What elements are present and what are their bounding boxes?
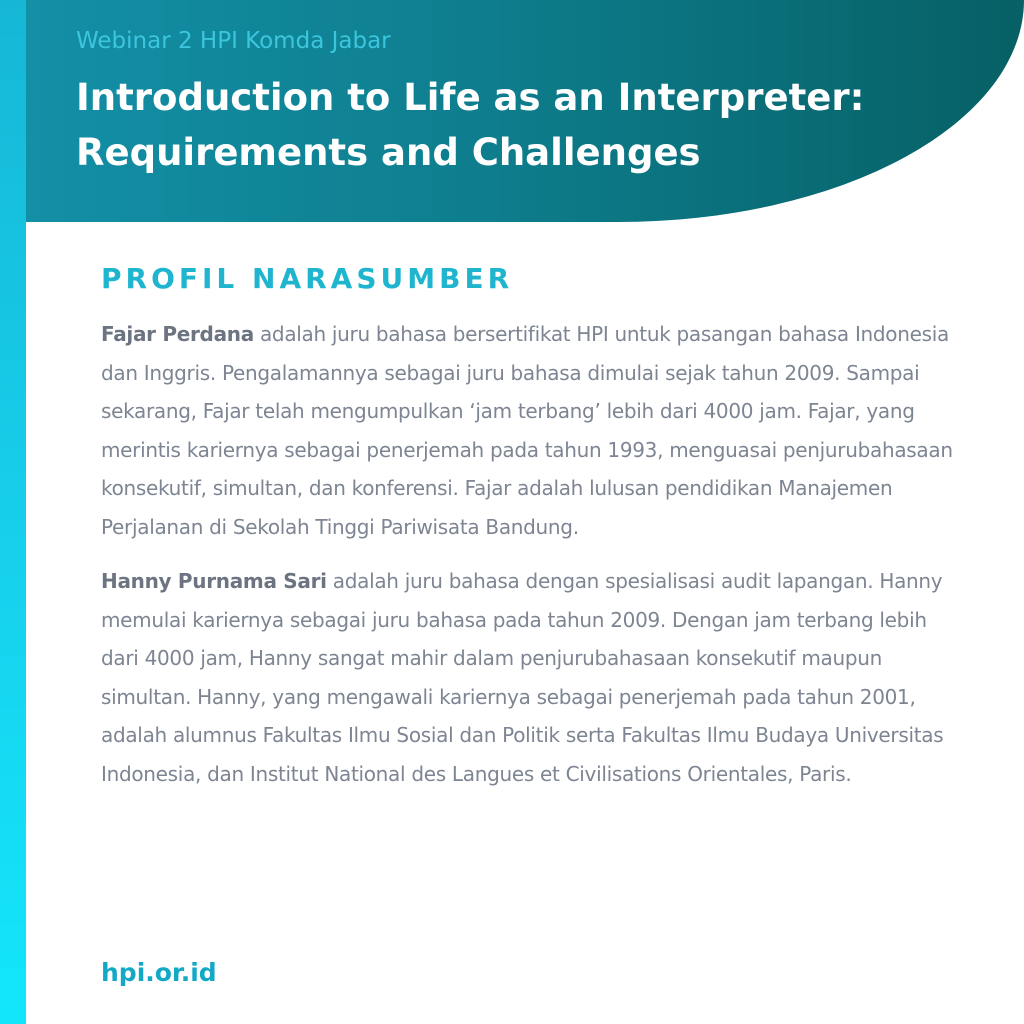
header-banner bbox=[26, 0, 1024, 222]
website-link[interactable]: hpi.or.id bbox=[101, 958, 217, 987]
speaker-bio-text: adalah juru bahasa bersertifikat HPI untuk pasangan bahasa Indonesia dan Inggris. Pengalamannya sebagai juru bahasa dimulai sejak tahun 2009. Sampai sekarang, Fajar telah mengumpulkan ‘jam terbang’ lebih dari 4000 jam. Fajar, yang merintis kariernya sebagai penerjemah pada tahun 1993, menguasai penjurubahasaan konsekutif, simultan, dan konferensi. Fajar adalah lulusan pendidikan Manajemen Perjalanan di Sekolah Tinggi Pariwisata Bandung. bbox=[101, 322, 953, 539]
speaker-bio-text: adalah juru bahasa dengan spesialisasi audit lapangan. Hanny memulai kariernya sebagai juru bahasa pada tahun 2009. Dengan jam terbang lebih dari 4000 jam, Hanny sangat mahir dalam penjurubahasaan konsekutif maupun simultan. Hanny, yang mengawali kariernya sebagai penerjemah pada tahun 2001, adalah alumnus Fakultas Ilmu Sosial dan Politik serta Fakultas Ilmu Budaya Universitas Indonesia, dan Institut National des Langues et Civilisations Orientales, Paris. bbox=[101, 569, 944, 786]
speaker-name: Hanny Purnama Sari bbox=[101, 569, 327, 593]
side-accent-bar bbox=[0, 0, 26, 1024]
title-line-2: Requirements and Challenges bbox=[76, 131, 701, 174]
webinar-subtitle: Webinar 2 HPI Komda Jabar bbox=[76, 28, 391, 54]
main-content bbox=[101, 262, 961, 809]
speaker-bio-fajar bbox=[101, 315, 961, 546]
speaker-name: Fajar Perdana bbox=[101, 322, 254, 346]
page-title bbox=[76, 70, 864, 180]
section-heading: PROFIL NARASUMBER bbox=[101, 262, 514, 295]
title-line-1: Introduction to Life as an Interpreter: bbox=[76, 76, 865, 119]
speaker-bio-hanny bbox=[101, 562, 961, 793]
